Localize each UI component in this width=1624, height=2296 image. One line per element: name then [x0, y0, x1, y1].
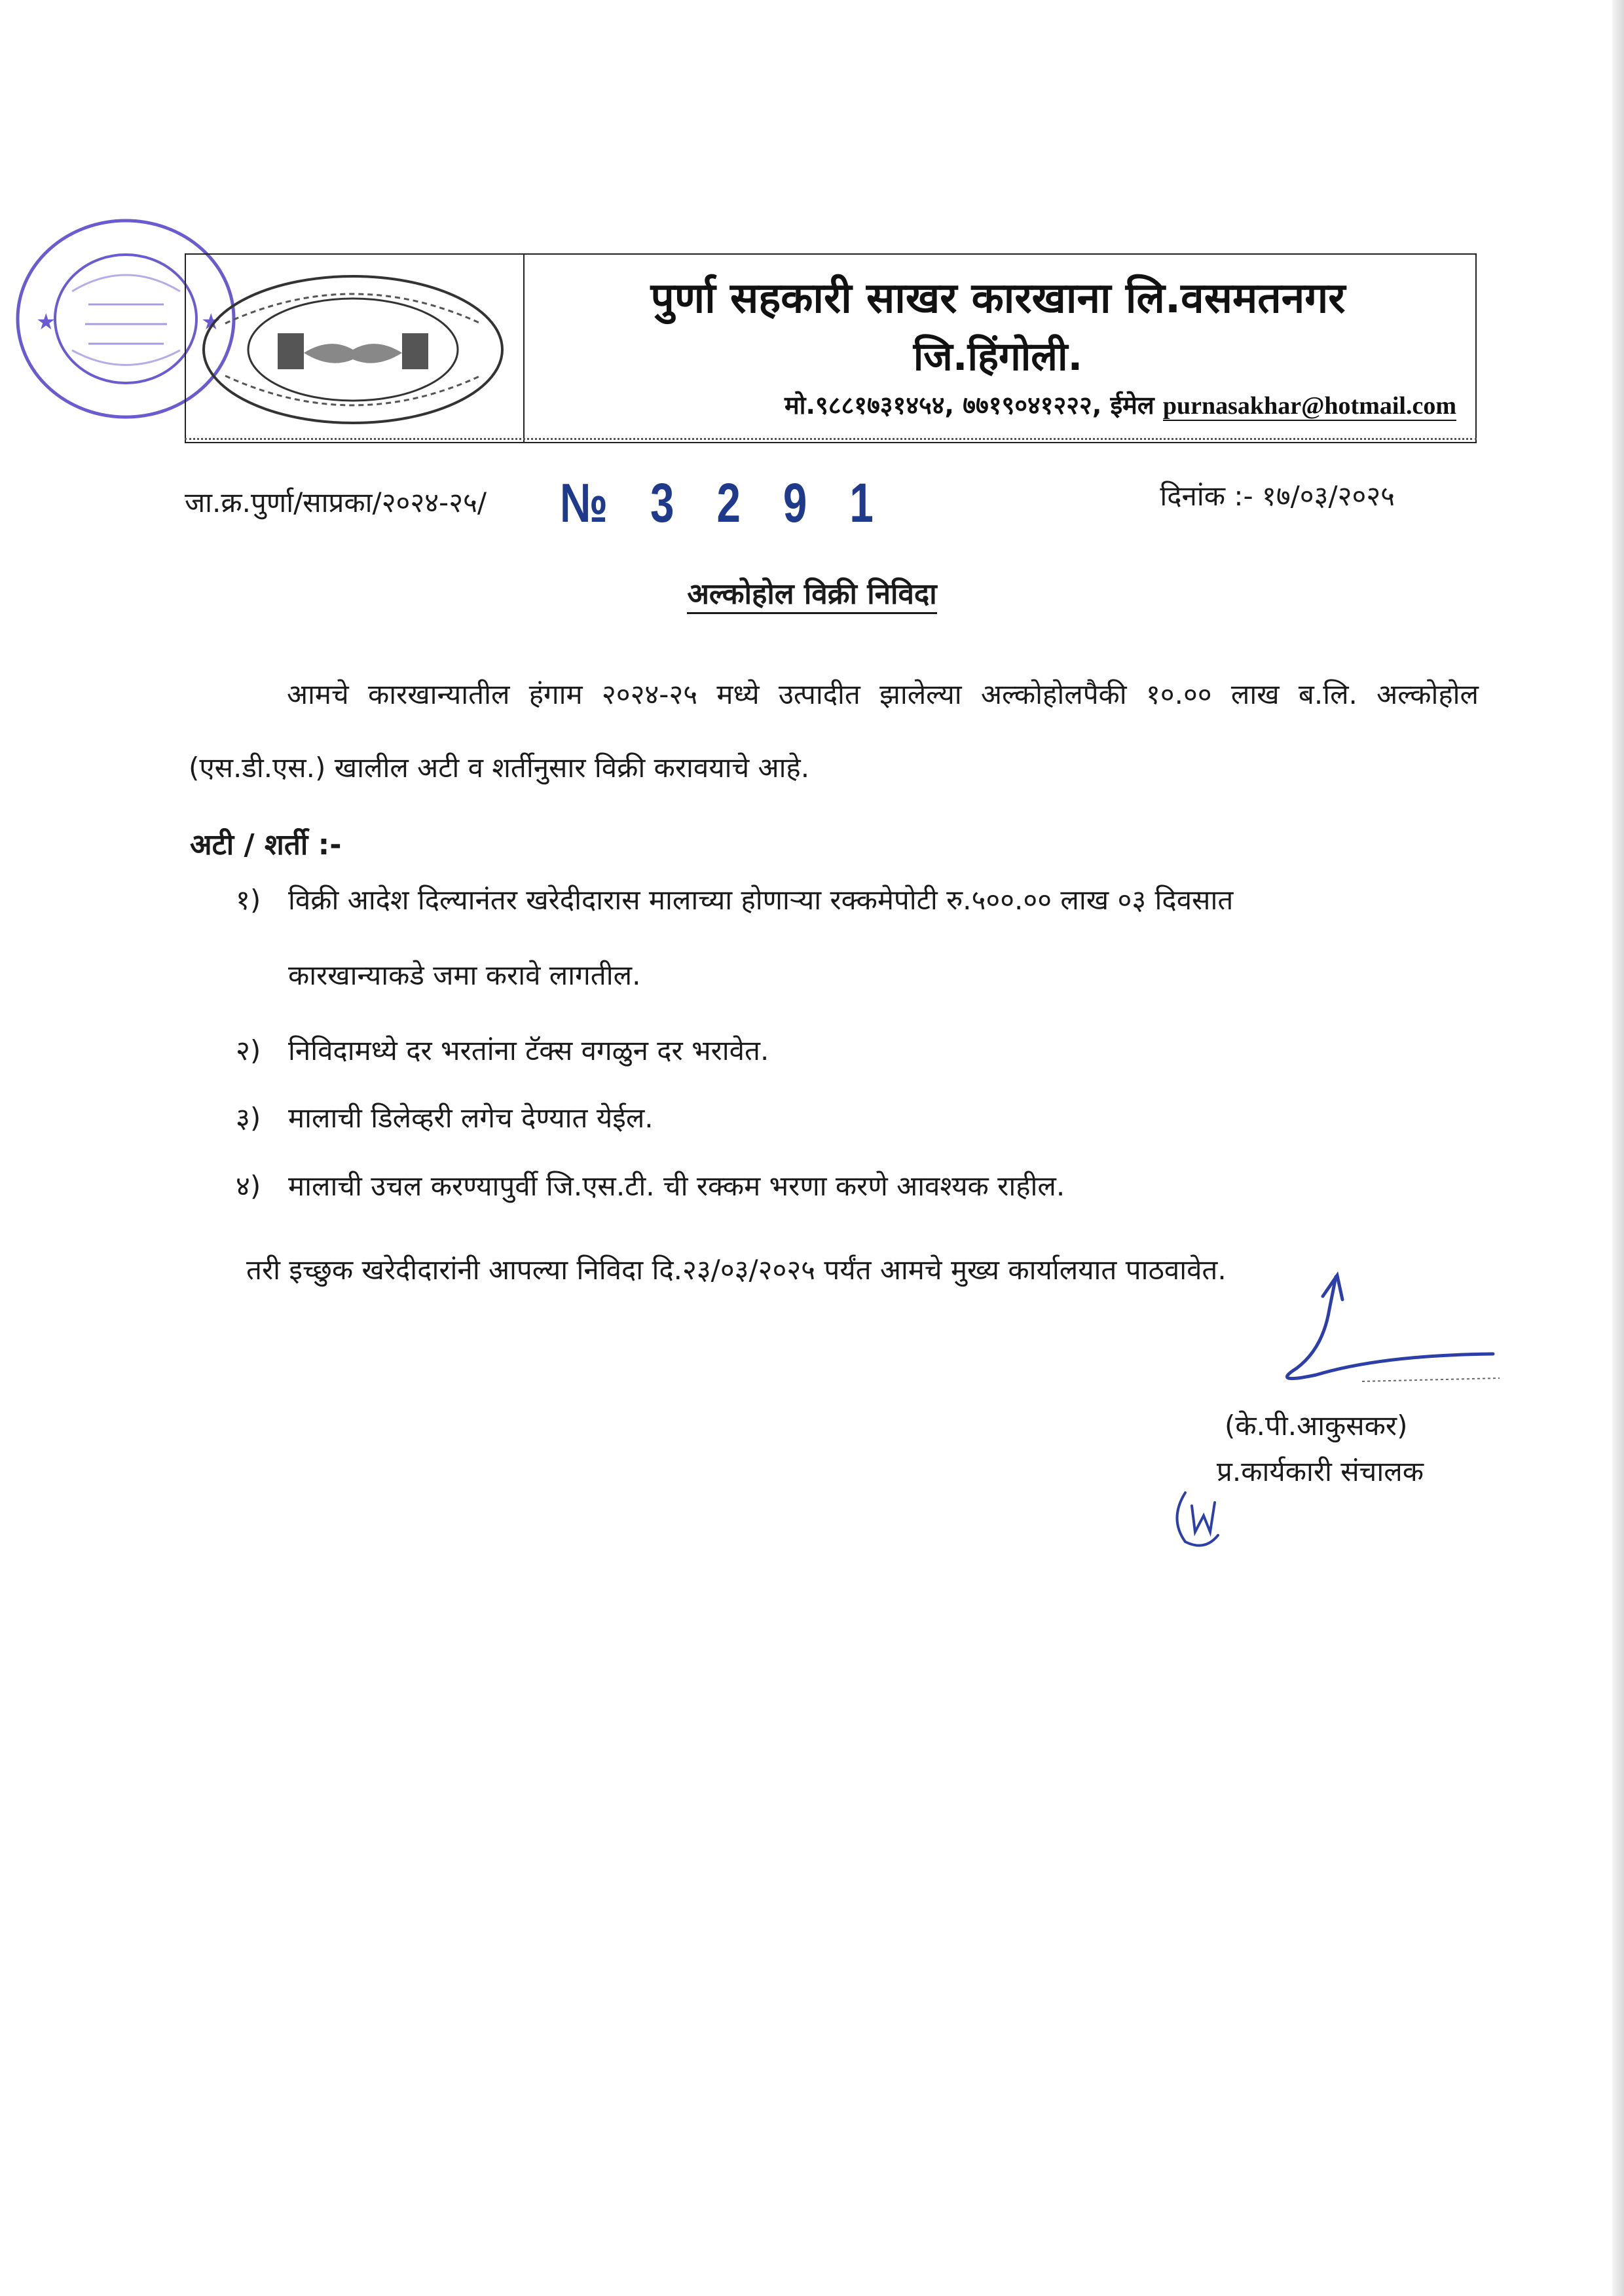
org-district: जि.हिंगोली.: [913, 334, 1083, 380]
serial-number-stamp: № 3 2 9 1: [560, 472, 889, 534]
signatory-title: प्र.कार्यकारी संचालक: [1217, 1455, 1424, 1487]
condition-text: निविदामध्ये दर भरतांना टॅक्स वगळुन दर भरावेत.: [288, 1034, 769, 1066]
signatory-name: (के.पी.आकुसकर): [1225, 1410, 1408, 1442]
condition-number: १): [236, 884, 261, 916]
condition-text: विक्री आदेश दिल्यानंतर खरेदीदारास मालाच्या होणाऱ्या रक्कमेपोटी रु.५००.०० लाख ०३ दिवसात: [288, 884, 1234, 916]
initial-mark: [1166, 1480, 1238, 1552]
condition-text-continued: कारखान्याकडे जमा करावे लागतील.: [288, 959, 641, 991]
body-paragraph: आमचे कारखान्यातील हंगाम २०२४-२५ मध्ये उत्पादीत झालेल्या अल्कोहोलपैकी १०.०० लाख ब.लि. अल्कोहोल (एस.डी.एस.) खालील अटी व शर्तीनुसार विक्री करावयाचे आहे.: [189, 678, 1479, 784]
condition-number: ४): [236, 1170, 261, 1202]
closing-paragraph: तरी इच्छुक खरेदीदारांनी आपल्या निविदा दि.२३/०३/२०२५ पर्यंत आमचे मुख्य कार्यालयात पाठवावेत.: [246, 1254, 1227, 1286]
factory-logo-emblem: [199, 271, 507, 428]
org-contact: [579, 388, 1456, 422]
conditions-heading: अटी / शर्ती :-: [190, 828, 342, 862]
subject-text: अल्कोहोल विक्री निविदा: [687, 577, 936, 614]
letter-date: दिनांक :- १७/०३/२०२५: [1160, 480, 1395, 512]
svg-text:★: ★: [201, 309, 221, 335]
page-edge: [1612, 0, 1624, 2296]
reference-number: जा.क्र.पुर्णा/साप्रका/२०२४-२५/: [185, 486, 487, 519]
contact-phones: मो.९८८१७३१४५४, ७७१९०४१२२२, ईमेल: [784, 391, 1163, 420]
condition-text: मालाची उचल करण्यापुर्वी जि.एस.टी. ची रक्कम भरणा करणे आवश्यक राहील.: [288, 1170, 1065, 1202]
letterhead-box: [185, 253, 1477, 443]
condition-number: ३): [236, 1102, 261, 1134]
condition-text: मालाची डिलेव्हरी लगेच देण्यात येईल.: [288, 1102, 654, 1134]
condition-number: २): [236, 1034, 261, 1066]
contact-email: purnasakhar@hotmail.com: [1162, 392, 1456, 420]
letterhead-dotted-rule: [185, 438, 1477, 440]
svg-text:★: ★: [36, 309, 56, 335]
handwritten-signature: [1166, 1270, 1506, 1401]
org-name: पुर्णा सहकारी साखर कारखाना लि.वसमतनगर: [650, 274, 1346, 323]
letterhead-divider: [523, 255, 525, 442]
subject-heading: [0, 573, 1624, 612]
